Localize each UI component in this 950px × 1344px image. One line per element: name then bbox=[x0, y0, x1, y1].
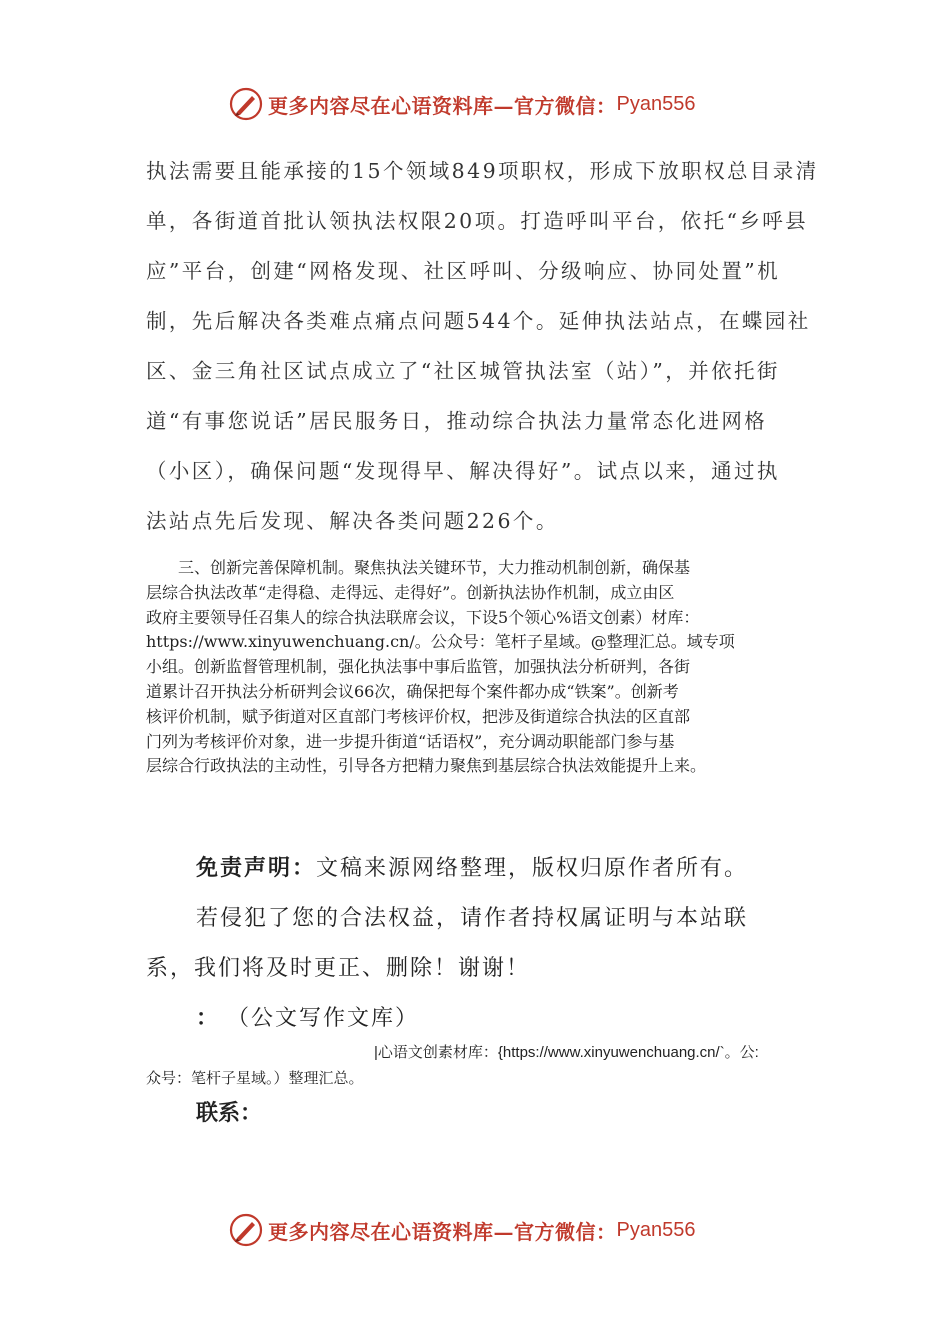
disclaimer-colon: ： bbox=[196, 1006, 221, 1031]
text-line: 道“有事您说话”居民服务日，推动综合执法力量常态化进网格 bbox=[146, 409, 768, 433]
banner-text: 更多内容尽在心语资料库—官方微信： bbox=[268, 1219, 617, 1244]
banner-wechat-id: Pyan556 bbox=[616, 92, 696, 115]
text-line: 层综合执法改革“走得稳、走得远、走得好”。创新执法协作机制，成立由区 bbox=[146, 582, 675, 602]
disclaimer bbox=[146, 844, 806, 1044]
disclaimer-line: 系，我们将及时更正、删除！谢谢！ bbox=[146, 956, 531, 981]
text-line: 门列为考核评价对象，进一步提升街道“话语权”，充分调动职能部门参与基 bbox=[146, 731, 675, 751]
header-banner bbox=[228, 84, 728, 124]
source-note bbox=[146, 1040, 806, 1092]
pen-logo-icon bbox=[228, 86, 264, 122]
text-line: 执法需要且能承接的15个领域849项职权，形成下放职权总目录清 bbox=[146, 159, 819, 183]
text-line: https://www.xinyuwenchuang.cn/。公众号：笔杆子星域。@整理汇总。域专项 bbox=[146, 632, 735, 652]
banner-wechat-id: Pyan556 bbox=[616, 1218, 696, 1241]
footer-banner bbox=[228, 1210, 728, 1250]
text-line: 政府主要领导任召集人的综合执法联席会议，下设5个领心%语文创素）材库： bbox=[146, 607, 700, 627]
disclaimer-source: （公文写作文库） bbox=[238, 1006, 420, 1031]
text-line: 三、创新完善保障机制。聚焦执法关键环节，大力推动机制创新，确保基 bbox=[178, 558, 691, 577]
text-line: 区、金三角社区试点成立了“社区城管执法室（站）”，并依托街 bbox=[146, 359, 780, 383]
disclaimer-label: 免责声明： bbox=[196, 856, 317, 881]
body-paragraph-large bbox=[146, 146, 819, 546]
banner-text: 更多内容尽在心语资料库—官方微信： bbox=[268, 93, 617, 118]
text-line: 小组。创新监督管理机制，强化执法事中事后监管，加强执法分析研判，各街 bbox=[146, 657, 691, 677]
pen-logo-icon bbox=[228, 1212, 264, 1248]
disclaimer-line: 若侵犯了您的合法权益，请作者持权属证明与本站联 bbox=[196, 906, 749, 931]
text-line: （小区），确保问题“发现得早、解决得好”。试点以来，通过执 bbox=[146, 459, 780, 483]
text-line: 核评价机制，赋予街道对区直部门考核评价权，把涉及街道综合执法的区直部 bbox=[146, 706, 691, 726]
text-line: 法站点先后发现、解决各类问题226个。 bbox=[146, 509, 559, 533]
text-line: 应”平台，创建“网格发现、社区呼叫、分级响应、协同处置”机 bbox=[146, 259, 781, 283]
source-line: 众号：笔杆子星域。）整理汇总。 bbox=[146, 1070, 364, 1087]
source-line: |心语文创素材库：{https://www.xinyuwenchuang.cn/`。公: bbox=[374, 1044, 759, 1061]
disclaimer-line bbox=[146, 844, 806, 894]
disclaimer-text: 文稿来源网络整理，版权归原作者所有。 bbox=[316, 856, 749, 881]
text-line: 道累计召开执法分析研判会议66次，确保把每个案件都办成“铁案”。创新考 bbox=[146, 681, 679, 701]
body-paragraph-small bbox=[146, 556, 806, 779]
text-line: 制，先后解决各类难点痛点问题544个。延伸执法站点，在蝶园社 bbox=[146, 309, 811, 333]
contact-label: 联系： bbox=[196, 1101, 263, 1126]
text-line: 层综合行政执法的主动性，引导各方把精力聚焦到基层综合执法效能提升上来。 bbox=[146, 756, 707, 776]
disclaimer-line bbox=[146, 994, 806, 1044]
text-line: 单，各街道首批认领执法权限20项。打造呼叫平台，依托“乡呼县 bbox=[146, 209, 809, 233]
